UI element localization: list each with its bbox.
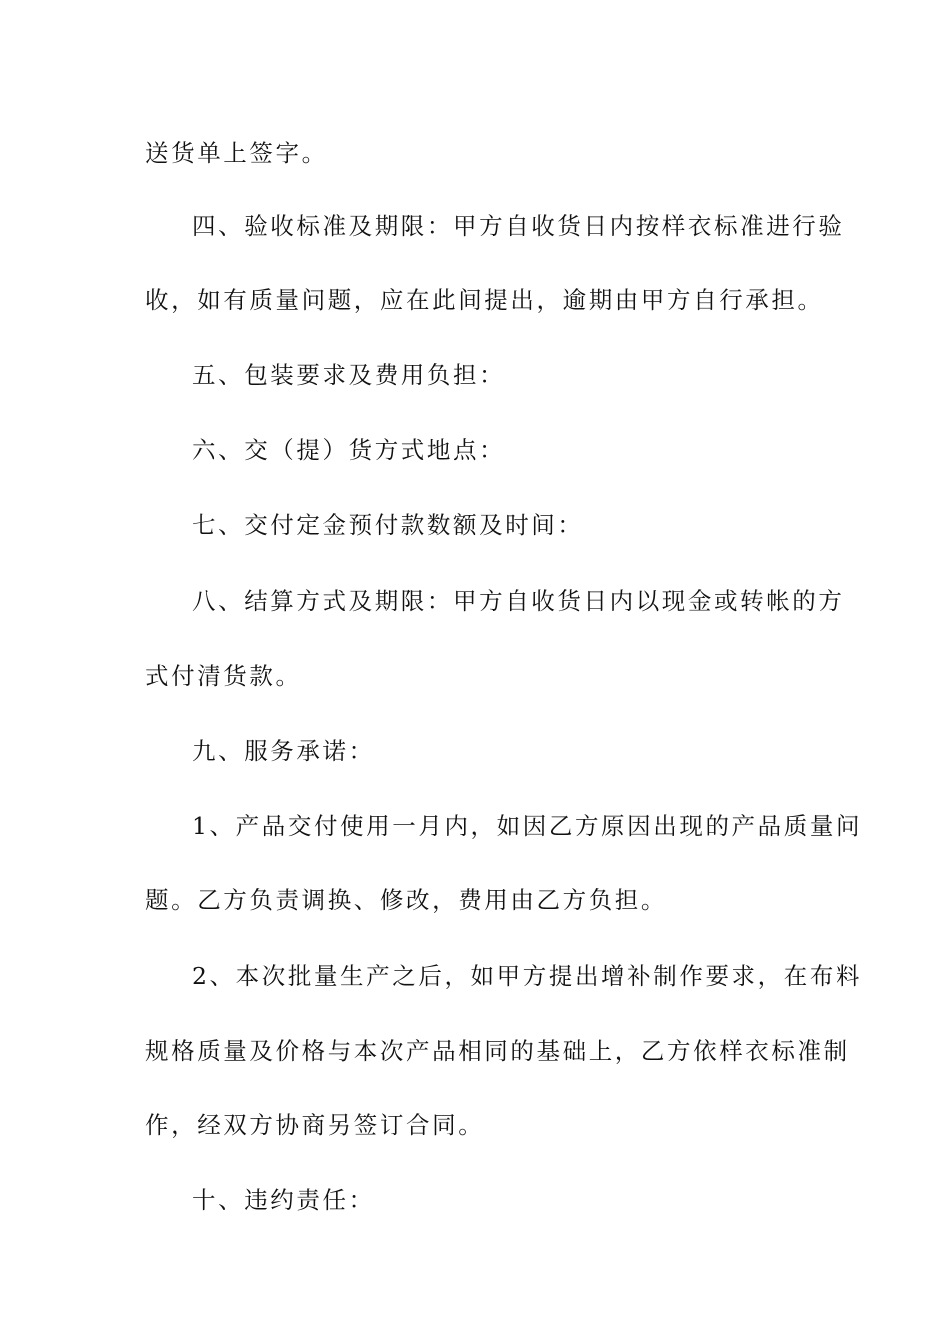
list-item: 2、本次批量生产之后，如甲方提出增补制作要求，在布料 [192,962,863,990]
section-heading: 八、结算方式及期限：甲方自收货日内以现金或转帐的方 [192,587,845,615]
text-line: 收，如有质量问题，应在此间提出，逾期由甲方自行承担。 [145,286,824,314]
text-line: 规格质量及价格与本次产品相同的基础上，乙方依样衣标准制 [145,1037,850,1065]
section-heading: 十、违约责任： [192,1186,375,1214]
section-heading: 七、交付定金预付款数额及时间： [192,511,584,539]
text-line: 作，经双方协商另签订合同。 [145,1111,485,1139]
section-heading: 六、交（提）货方式地点： [192,436,506,464]
section-heading: 九、服务承诺： [192,737,375,765]
list-item: 1、产品交付使用一月内，如因乙方原因出现的产品质量问 [192,812,863,840]
text-line: 题。乙方负责调换、修改，费用由乙方负担。 [145,886,667,914]
text-line: 送货单上签字。 [145,139,328,167]
text-line: 式付清货款。 [145,662,302,690]
section-heading: 四、验收标准及期限：甲方自收货日内按样衣标准进行验 [192,212,845,240]
section-heading: 五、包装要求及费用负担： [192,361,506,389]
